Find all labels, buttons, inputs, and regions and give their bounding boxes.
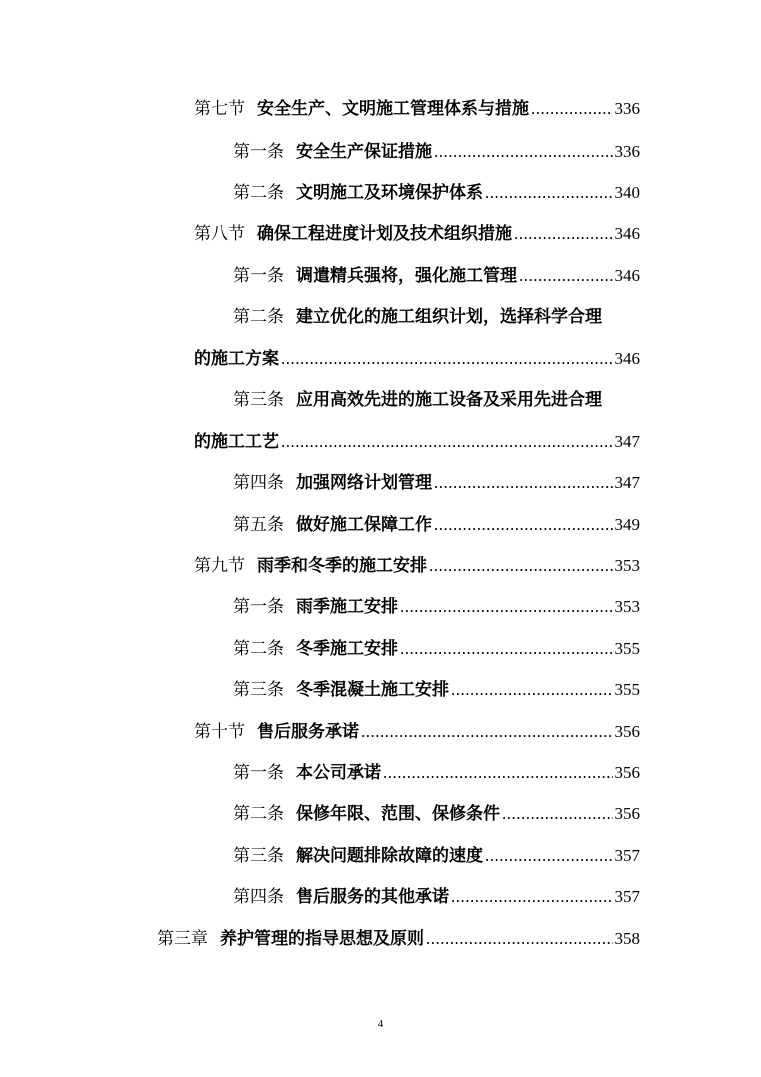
toc-label: 第七节	[194, 99, 245, 119]
toc-leader	[485, 179, 613, 207]
toc-page-number: 355	[614, 680, 640, 699]
toc-leader	[383, 759, 613, 787]
toc-entry-article[interactable]	[233, 593, 640, 621]
toc-entry-section-10[interactable]	[194, 718, 640, 746]
toc-leader	[434, 138, 613, 166]
toc-entry-chapter-3[interactable]	[157, 925, 640, 953]
toc-entry-article[interactable]	[233, 138, 640, 166]
toc-page-number: 340	[614, 183, 640, 202]
toc-leader	[434, 511, 613, 539]
toc-leader	[400, 593, 613, 621]
toc-title: 的施工工艺	[194, 432, 279, 452]
toc-page-number: 356	[614, 763, 640, 782]
toc-leader	[429, 552, 613, 580]
toc-page-number: 346	[614, 266, 640, 285]
toc-title: 保修年限、范围、保修条件	[296, 804, 500, 824]
toc-title: 冬季混凝土施工安排	[296, 680, 449, 700]
toc-entry-article[interactable]	[233, 883, 640, 911]
toc-title: 调遣精兵强将，强化施工管理	[296, 266, 517, 286]
toc-entry-article[interactable]	[233, 511, 640, 539]
toc-label: 第一条	[233, 597, 284, 617]
toc-page-number: 336	[614, 142, 640, 161]
toc-title: 的施工方案	[194, 349, 279, 369]
toc-title: 雨季和冬季的施工安排	[257, 556, 427, 576]
toc-leader	[451, 883, 613, 911]
toc-entry-section-8[interactable]	[194, 220, 640, 248]
toc-label: 第二条	[233, 307, 284, 327]
toc-page-number: 336	[614, 99, 640, 118]
toc-entry-article[interactable]	[233, 759, 640, 787]
toc-label: 第九节	[194, 556, 245, 576]
toc-leader	[519, 262, 613, 290]
toc-label: 第二条	[233, 639, 284, 659]
toc-title: 养护管理的指导思想及原则	[220, 929, 424, 949]
toc-title: 做好施工保障工作	[296, 515, 432, 535]
toc-page-number: 356	[614, 722, 640, 741]
toc-page-number: 346	[614, 349, 640, 368]
toc-title: 冬季施工安排	[296, 639, 398, 659]
toc-leader	[361, 718, 613, 746]
toc-title: 应用高效先进的施工设备及采用先进合理	[296, 390, 602, 410]
toc-entry-article[interactable]	[233, 635, 640, 663]
toc-title: 文明施工及环境保护体系	[296, 183, 483, 203]
toc-label: 第二条	[233, 183, 284, 203]
toc-entry-article[interactable]	[233, 676, 640, 704]
toc-label: 第二条	[233, 804, 284, 824]
toc-leader	[281, 345, 613, 373]
toc-entry-section-9[interactable]	[194, 552, 640, 580]
toc-label: 第三条	[233, 846, 284, 866]
toc-leader	[426, 925, 613, 953]
toc-leader	[514, 220, 613, 248]
toc-page-number: 349	[614, 515, 640, 534]
toc-page-number: 353	[614, 597, 640, 616]
toc-page-number: 353	[614, 556, 640, 575]
toc-label: 第八节	[194, 224, 245, 244]
toc-title: 确保工程进度计划及技术组织措施	[257, 224, 512, 244]
toc-label: 第三条	[233, 680, 284, 700]
toc-title: 本公司承诺	[296, 763, 381, 783]
toc-entry-article-wrapped[interactable]	[233, 303, 640, 331]
toc-title: 售后服务承诺	[257, 722, 359, 742]
toc-entry-article[interactable]	[233, 800, 640, 828]
toc-entry-section-7[interactable]	[194, 95, 640, 123]
toc-title: 建立优化的施工组织计划，选择科学合理	[296, 307, 602, 327]
toc-leader	[400, 635, 613, 663]
page-footer-number: 4	[377, 1018, 384, 1030]
toc-page-number: 347	[614, 473, 640, 492]
toc-page-number: 358	[614, 929, 640, 948]
toc-leader	[531, 95, 613, 123]
toc-label: 第三条	[233, 390, 284, 410]
toc-page-number: 347	[614, 432, 640, 451]
toc-entry-article[interactable]	[233, 469, 640, 497]
toc-page-number: 346	[614, 224, 640, 243]
toc-entry-article[interactable]	[233, 179, 640, 207]
toc-entry-article-continuation[interactable]	[194, 428, 640, 456]
toc-label: 第一条	[233, 763, 284, 783]
toc-entry-article[interactable]	[233, 262, 640, 290]
toc-page-number: 357	[614, 846, 640, 865]
toc-title: 安全生产保证措施	[296, 142, 432, 162]
toc-entry-article-wrapped[interactable]	[233, 386, 640, 414]
toc-page-number: 355	[614, 639, 640, 658]
toc-title: 解决问题排除故障的速度	[296, 846, 483, 866]
toc-label: 第四条	[233, 887, 284, 907]
toc-entry-article[interactable]	[233, 842, 640, 870]
toc-title: 加强网络计划管理	[296, 473, 432, 493]
toc-label: 第三章	[157, 929, 208, 949]
toc-leader	[281, 428, 613, 456]
toc-page-number: 357	[614, 887, 640, 906]
toc-label: 第一条	[233, 266, 284, 286]
toc-title: 安全生产、文明施工管理体系与措施	[257, 99, 529, 119]
toc-label: 第五条	[233, 515, 284, 535]
toc-label: 第四条	[233, 473, 284, 493]
toc-title: 雨季施工安排	[296, 597, 398, 617]
toc-leader	[502, 800, 613, 828]
toc-title: 售后服务的其他承诺	[296, 887, 449, 907]
toc-label: 第一条	[233, 142, 284, 162]
toc-label: 第十节	[194, 722, 245, 742]
toc-leader	[434, 469, 613, 497]
toc-entry-article-continuation[interactable]	[194, 345, 640, 373]
toc-leader	[451, 676, 613, 704]
toc-page-number: 356	[614, 804, 640, 823]
toc-leader	[485, 842, 613, 870]
